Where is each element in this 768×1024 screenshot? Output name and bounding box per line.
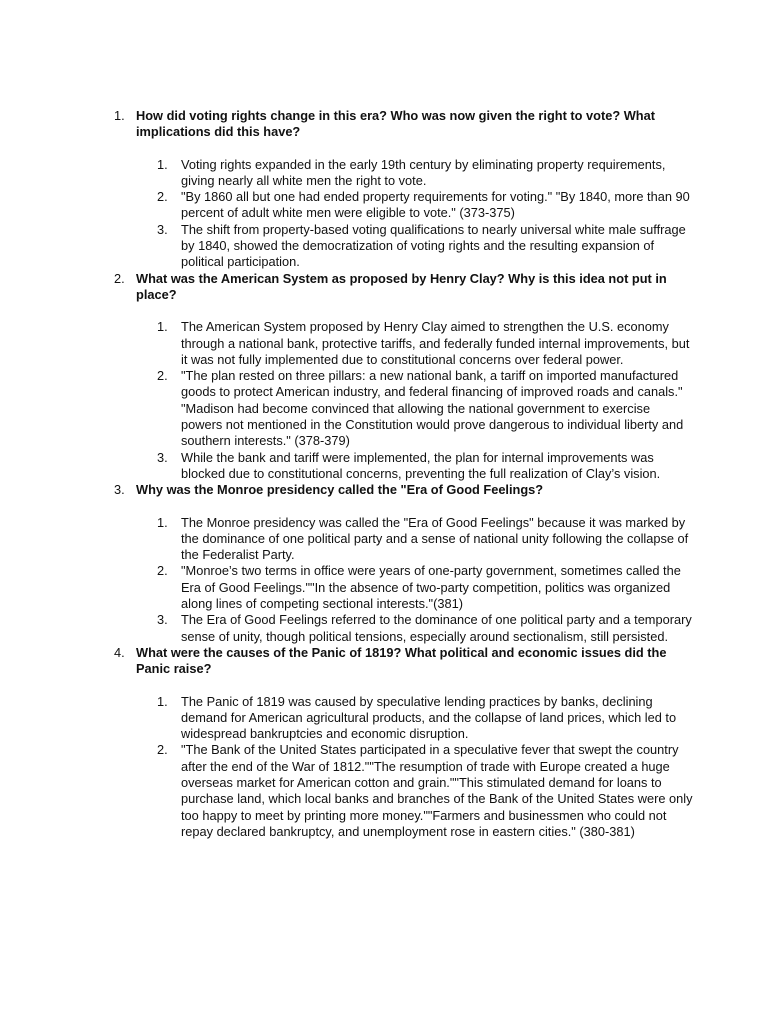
answer-number: 2. bbox=[157, 368, 168, 384]
answer-number: 1. bbox=[157, 514, 168, 530]
answer-item bbox=[157, 612, 693, 645]
answer-text: The American System proposed by Henry Clay aimed to strengthen the U.S. economy through a national bank, protective tariffs, and federally funded internal improvements, but it was not fully implemented due to constitutional concerns over federal power. bbox=[181, 319, 690, 367]
answer-item bbox=[157, 563, 693, 612]
question-item bbox=[0, 271, 768, 483]
question-title: What was the American System as proposed by Henry Clay? Why is this idea not put in place? bbox=[136, 270, 667, 302]
question-number: 4. bbox=[114, 644, 125, 660]
question-title: How did voting rights change in this era? Who was now given the right to vote? What implications did this have? bbox=[136, 108, 655, 140]
question-number: 1. bbox=[114, 108, 125, 123]
answer-item bbox=[157, 693, 693, 743]
answer-text: "The plan rested on three pillars: a new national bank, a tariff on imported manufactured goods to protect American industry, and federal financing of improved roads and canals." "Madison had become convinced that allowing the national government to exercise powers not mentioned in the Constitution would prove dangerous to individual liberty and southern interests." (378-379) bbox=[181, 368, 684, 449]
question-list bbox=[0, 108, 768, 840]
answer-text: Voting rights expanded in the early 19th century by eliminating property requirements, giving nearly all white men the right to vote. bbox=[181, 156, 666, 188]
answer-text: The Panic of 1819 was caused by speculative lending practices by banks, declining demand for American agricultural products, and the collapse of land prices, which led to widespread bankruptcies and economic disruption. bbox=[181, 693, 677, 742]
answer-text: "The Bank of the United States participated in a speculative fever that swept the country after the end of the War of 1812.""The resumption of trade with Europe created a huge overseas market for American cotton and grain.""This stimulated demand for loans to purchase land, which local banks and branches of the Bank of the United States were only too happy to meet by printing more money.""Farmers and businessmen who could not repay declared bankruptcy, and unemployment rose in eastern cities." (380-381) bbox=[181, 742, 693, 839]
answer-list bbox=[0, 319, 768, 482]
question-number: 3. bbox=[114, 482, 125, 498]
answer-number: 1. bbox=[157, 693, 168, 709]
answer-number: 3. bbox=[157, 612, 168, 628]
answer-number: 1. bbox=[157, 319, 168, 335]
answer-item bbox=[157, 742, 693, 840]
answer-text: The Monroe presidency was called the "Era of Good Feelings" because it was marked by the dominance of one political party and a sense of national unity following the collapse of the Federalist Party. bbox=[181, 514, 689, 563]
question-item bbox=[0, 108, 768, 271]
answer-item bbox=[157, 189, 693, 222]
answer-text: "By 1860 all but one had ended property requirements for voting." "By 1840, more than 90 percent of adult white men were eligible to vote." (373-375) bbox=[181, 189, 690, 221]
answer-item bbox=[157, 319, 693, 368]
answer-number: 3. bbox=[157, 221, 168, 237]
answer-item bbox=[157, 514, 693, 564]
question-title: Why was the Monroe presidency called the "Era of Good Feelings? bbox=[136, 482, 544, 498]
answer-number: 2. bbox=[157, 742, 168, 758]
answer-list bbox=[0, 157, 768, 271]
answer-number: 3. bbox=[157, 449, 168, 465]
answer-list bbox=[0, 694, 768, 841]
question-number: 2. bbox=[114, 270, 125, 286]
answer-number: 1. bbox=[157, 156, 168, 172]
answer-list bbox=[0, 515, 768, 645]
answer-text: While the bank and tariff were implemented, the plan for internal improvements was blocked due to constitutional concerns, preventing the full realization of Clay’s vision. bbox=[181, 449, 661, 481]
answer-text: "Monroe’s two terms in office were years of one-party government, sometimes called the Era of Good Feelings.""In the absence of two-party competition, politics was organized along lines of competing sectional interests."(381) bbox=[181, 563, 681, 612]
answer-text: The shift from property-based voting qualifications to nearly universal white male suffrage by 1840, showed the democratization of voting rights and the resulting expansion of political participation. bbox=[181, 221, 686, 270]
answer-number: 2. bbox=[157, 189, 168, 205]
answer-number: 2. bbox=[157, 563, 168, 579]
answer-item bbox=[157, 368, 693, 449]
answer-item bbox=[157, 221, 693, 271]
question-item bbox=[0, 482, 768, 645]
question-item bbox=[0, 645, 768, 840]
answer-text: The Era of Good Feelings referred to the dominance of one political party and a temporary sense of unity, though political tensions, especially around sectionalism, still persisted. bbox=[181, 612, 692, 644]
question-title: What were the causes of the Panic of 1819? What political and economic issues did the Panic raise? bbox=[136, 644, 667, 677]
answer-item bbox=[157, 156, 693, 190]
answer-item bbox=[157, 449, 693, 483]
